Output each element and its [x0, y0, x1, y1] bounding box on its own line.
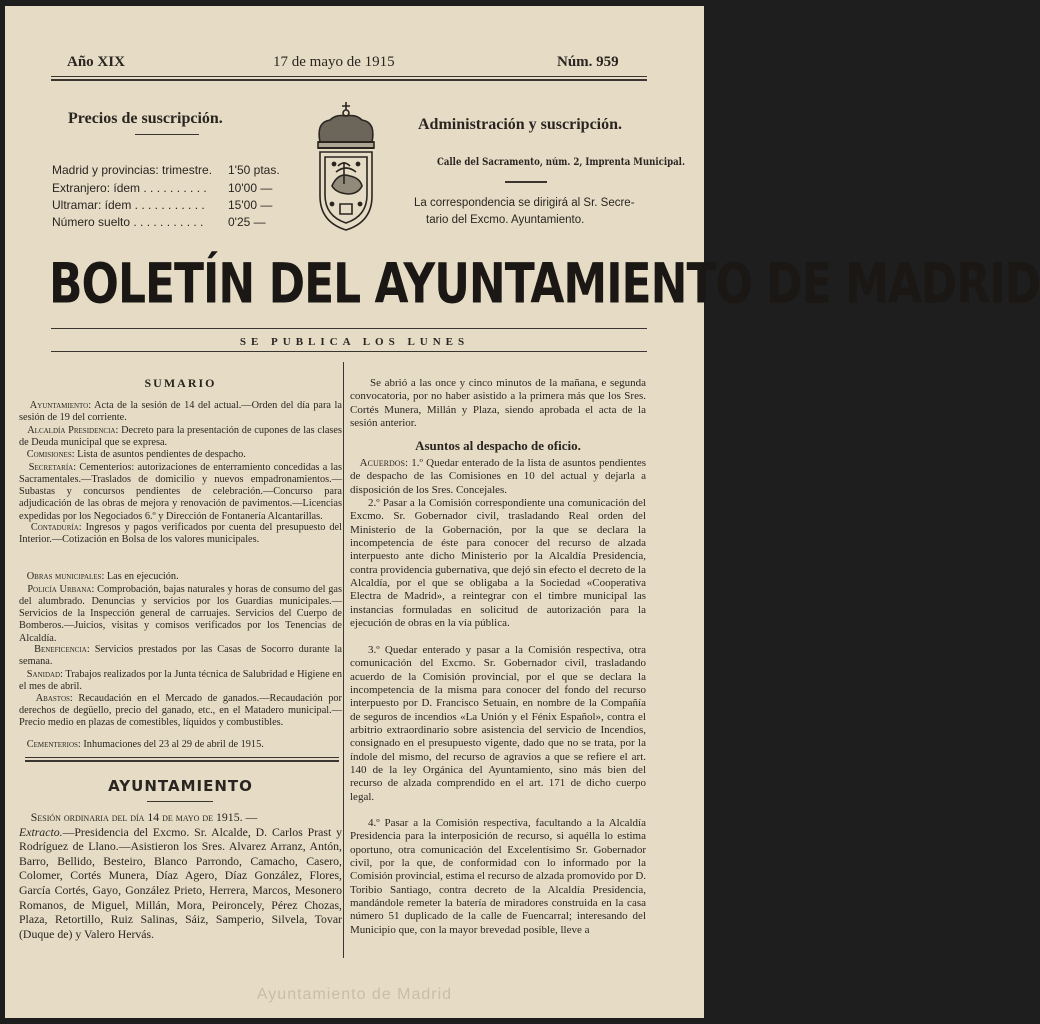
session-minutes: Sesión ordinaria del día 14 de mayo de 1915. — Extracto.—Presidencia del Excmo. Sr. Alcalde, D. Carlos Prast y Rodríguez de Llano.—Asistieron los Sres. Alvarez Arranz, Antón, Barro, Bellido, Besteiro, Blanco Parrondo, Camacho, Casero, Colomer, Cortés Munera, Díaz Agero, Díaz González, Flores, García Cortés, Gayo, González Prieto, Herrera, Marcos, Mesonero Romanos, de Miguel, Millán, Mora, Peironcely, Pérez Chozas, Plaza, Retortillo, Ruiz Salinas, Sáiz, Samperio, Silvela, Tovar (Duque de) y Valero Hervás. — [19, 810, 342, 941]
sumario-item: Abastos: Recaudación en el Mercado de ganados.—Recaudación por derechos de degüello, precio del ganado, etc., en el Matadero municipal.—Precio medio en plazas de comestibles, líquidos y combustibles. — [19, 693, 342, 729]
sumario-item: Ayuntamiento: Acta de la sesión de 14 del actual.—Orden del día para la sesión de 19 del corriente. — [19, 400, 342, 424]
agreement-3: 3.º Quedar enterado y pasar a la Comisión respectiva, otra comunicación del Excmo. Sr. Gobernador civil, trasladando acuerdo de la Comisión provincial, por el que se declara la incompetencia de la misma para conocer del fondo del recurso interpuesto por D. Francisco Setuain, en nombre de la Compañía de seguros de incendios «La Unión y el Fénix Español», contra el arbitrio extraordinario sobre asistencia del servicio de Incendios, consignado en el presupuesto vigente, dado que no se trata, por la índole del mismo, del recurso de agravios a que se refiere el art. 140 de la ley Orgánica del Ayuntamiento, sino más bien del recurso de alzada comprendido en el art. 171 de dicho cuerpo legal. — [350, 644, 646, 803]
madrid-coat-of-arms-icon — [310, 100, 382, 234]
sumario-rule-thick — [25, 760, 339, 762]
agreement-1: Acuerdos: 1.º Quedar enterado de la lista de asuntos pendientes de despacho de las Comisiones en 10 del actual y dejarla a disposición de los Sres. Concejales. — [350, 457, 646, 496]
newspaper-page: Año XIX 17 de mayo de 1915 Núm. 959 Precios de suscripción. Madrid y provincias: trimestre. 1'50 ptas. Extranjero: ídem . . . . . . . . . . 10'00 — Ultramar: ídem . . . . . . . . . . . 15'00 — Número suelto . . . . . . . . . . . 0'25 — Administración y suscripción. Calle del Sacramento, núm. 2, Imprenta Municipal. La correspondencia se dirigirá al Sr. Secre- tario del Excmo. Ayuntamiento. BOLETÍN DEL AYUNTAMIENTO DE MADRID SE PUBLICA LOS LUNES SUMARIO Ayuntamiento: Acta de la sesión de 14 del actual.—Orden del día para la sesión de 19 del corriente. Alcaldía Presidencia: Decreto para la presentación de cupones de las clases de Deuda municipal que se expresa. Comisiones: Lista de asuntos pendientes de despacho. Secretaría: Cementerios: autorizaciones de enterramiento concedidas a las Sacramentales.—Traslados de domicilio y nuevos empadronamientos.—Subastas y concursos pendientes de celebración.—Concurso para adjudicación de las obras de mejora y renovación de pavimentos.—Licencias expedidas por los Negociados 6.º y Dirección de Fontanería Alcantarillas. Contaduría: Ingresos y pagos verificados por cuenta del presupuesto del Interior.—Cotización en Bolsa de los valores municipales. Obras municipales: Las en ejecución. Policía Urbana: Comprobación, bajas naturales y horas de consumo del gas del alumbrado. Denuncias y servicios por los Guardias municipales.—Servicios de la Inspección general de carruajes. Servicios del Cuerpo de Bomberos.—Juicios, visitas y comisos verificados por los Tenencias de Alcaldía. Beneficencia: Servicios prestados por las Casas de Socorro durante la semana. Sanidad: Trabajos realizados por la Junta técnica de Salubridad e Higiene en el mes de abril. Abastos: Recaudación en el Mercado de ganados.—Recaudación por derechos de degüello, precio del ganado, etc., en el Matadero municipal.—Precio medio en plazas de comestibles, líquidos y combustibles. Cementerios: Inhumaciones del 23 al 29 de abril de 1915. AYUNTAMIENTO Sesión ordinaria del día 14 de mayo de 1915. — Extracto.—Presidencia del Excmo. Sr. Alcalde, D. Carlos Prast y Rodríguez de Llano.—Asistieron los Sres. Alvarez Arranz, Antón, Barro, Bellido, Besteiro, Blanco Parrondo, Camacho, Casero, Colomer, Cortés Munera, Díaz Agero, Díaz González, Flores, García Cortés, Gayo, González Prieto, Herrera, Marcos, Mesonero Romanos, de Miguel, Millán, Mora, Peironcely, Pérez Chozas, Plaza, Retortillo, Ruiz Salinas, Sáiz, Samperio, Silvela, Tovar (Duque de) y Valero Hervás. Se abrió a las once y cinco minutos de la mañana, e segunda convocatoria, por no haber asistido a la primera más que los Sres. Cortés Munera, Millán y Plaza, siendo aprobada el acta de la sesión anterior. Asuntos al despacho de oficio. Acuerdos: 1.º Quedar enterado de la lista de asuntos pendientes de despacho de las Comisiones en 10 del actual y dejarla a disposición de los Sres. Concejales. 2.º Pasar a la Comisión correspondiente una comunicación del Excmo. Sr. Gobernador civil, trasladando Real orden del Ministerio de la Gobernación, por la que se declara la incompetencia de éste para conocer del recurso de alzada interpuesto ante dicho Ministerio por la Alcaldía Presidencia, contra providencia gubernativa, que dejó sin efecto el decreto de la Alcaldía, por el que se obligaba a la Sociedad «Cooperativa Electra de Madrid», a reintegrar con el timbre municipal las instancias formuladas en solicitud de autorización para la ejecución de obras en la vía pública. 3.º Quedar enterado y pasar a la Comisión respectiva, otra comunicación del Excmo. Sr. Gobernador civil, trasladando acuerdo de la Comisión provincial, por el que se declara la incompetencia de la misma para conocer del fondo del recurso interpuesto por D. Francisco Setuain, en nombre de la Compañía de seguros de incendios «La Unión y el Fénix Español», contra el arbitrio extraordinario sobre asistencia del servicio de Incendios, consignado en el presupuesto vigente, dado que no se trata, por la índole del mismo, del recurso de agravios a que se refiere el art. 140 de la ley Orgánica del Ayuntamiento, sino más bien del recurso de alzada comprendido en el art. 171 de dicho cuerpo legal. 4.º Pasar a la Comisión respectiva, facultando a la Alcaldía Presidencia para la interposición de recurso, si aquélla lo estima oportuno, otra comunicación del Excelentísimo Sr. Gobernador civil, por la que, de conformidad con lo informado por la Comisión provincial, estima el recurso de alzada promovido por D. Toribio Santiago, contra decreto de la Alcaldía Presidencia, mandándole remeter la batería de miradores construida en la casa número 51 duplicado de la calle de Fuencarral; interesando del Municipio que, con la mayor brevedad posible, lleve a Ayuntamiento de Madrid — [5, 6, 704, 1018]
admin-address: Calle del Sacramento, núm. 2, Imprenta Municipal. — [437, 157, 685, 168]
sumario-item: Alcaldía Presidencia: Decreto para la presentación de cupones de las clases de Deuda municipal que se expresa. — [19, 425, 342, 449]
sumario-item: Beneficencia: Servicios prestados por las Casas de Socorro durante la semana. — [19, 644, 342, 668]
newspaper-masthead: BOLETÍN DEL AYUNTAMIENTO DE MADRID — [49, 252, 1040, 317]
publication-frequency: SE PUBLICA LOS LUNES — [239, 336, 470, 348]
admin-title: Administración y suscripción. — [418, 116, 623, 133]
agreement-2: 2.º Pasar a la Comisión correspondiente una comunicación del Excmo. Sr. Gobernador civil, trasladando Real orden del Ministerio de la Gobernación, por la que se declara la incompetencia de éste para conocer del recurso de alzada interpuesto ante dicho Ministerio por la Alcaldía Presidencia, contra providencia gubernativa, que dejó sin efecto el decreto de la Alcaldía, por el que se obligaba a la Sociedad «Cooperativa Electra de Madrid», a reintegrar con el timbre municipal las instancias formuladas en solicitud de autorización para la ejecución de obras en la vía pública. — [350, 497, 646, 630]
header-rule — [51, 76, 647, 77]
ayuntamiento-section-title: AYUNTAMIENTO — [108, 777, 253, 795]
column-divider — [343, 362, 344, 958]
session-opening: Se abrió a las once y cinco minutos de la mañana, e segunda convocatoria, por no haber asistido a la primera más que los Sres. Cortés Munera, Millán y Plaza, siendo aprobada el acta de la sesión anterior. — [350, 377, 646, 430]
sumario-item: Policía Urbana: Comprobación, bajas naturales y horas de consumo del gas del alumbrado. Denuncias y servicios por los Guardias municipales.—Servicios de la Inspección general de carruajes. Servicios del Cuerpo de Bomberos.—Juicios, visitas y comisos verificados por los Tenencias de Alcaldía. — [19, 584, 342, 644]
archive-watermark: Ayuntamiento de Madrid — [256, 986, 453, 1003]
asuntos-title: Asuntos al despacho de oficio. — [415, 438, 581, 453]
admin-divider — [505, 181, 547, 183]
sumario-item: Cementerios: Inhumaciones del 23 al 29 de abril de 1915. — [26, 739, 264, 750]
issue-date: 17 de mayo de 1915 — [273, 54, 395, 70]
agreement-4: 4.º Pasar a la Comisión respectiva, facultando a la Alcaldía Presidencia para la interposición de recurso, si aquélla lo estima oportuno, otra comunicación del Excelentísimo Sr. Gobernador civil, por la que, de conformidad con lo informado por la Comisión provincial, estima el recurso de alzada promovido por D. Toribio Santiago, contra decreto de la Alcaldía Presidencia, mandándole remeter la batería de miradores construida en la casa número 51 duplicado de la calle de Fuencarral; interesando del Municipio que, con la mayor brevedad posible, lleve a — [350, 817, 647, 936]
frequency-rule — [51, 351, 647, 352]
issue-year: Año XIX — [67, 54, 125, 70]
sumario-rule — [25, 757, 339, 758]
subscription-divider — [135, 134, 199, 135]
sumario-item: Secretaría: Cementerios: autorizaciones de enterramiento concedidas a las Sacramentales.—Traslados de domicilio y nuevos empadronamientos.—Subastas y concursos pendientes de celebración.—Concurso para adjudicación de las obras de mejora y renovación de pavimentos.—Licencias expedidas por los Negociados 6.º y Dirección de Fontanería Alcantarillas. — [19, 462, 342, 522]
subscription-title: Precios de suscripción. — [68, 110, 223, 127]
sumario-item: Contaduría: Ingresos y pagos verificados por cuenta del presupuesto del Interior.—Cotización en Bolsa de los valores municipales. — [19, 522, 342, 546]
admin-note-line1: La correspondencia se dirigirá al Sr. Secre- — [414, 197, 635, 209]
header-rule-thick — [51, 79, 647, 81]
sumario-title: SUMARIO — [144, 376, 217, 390]
ayuntamiento-divider — [147, 801, 213, 802]
admin-note-line2: tario del Excmo. Ayuntamiento. — [426, 214, 585, 226]
masthead-rule — [51, 328, 647, 329]
sumario-item: Sanidad: Trabajos realizados por la Junta técnica de Salubridad e Higiene en el mes de abril. — [19, 669, 342, 693]
sumario-item: Comisiones: Lista de asuntos pendientes de despacho. — [26, 449, 246, 460]
sumario-item: Obras municipales: Las en ejecución. — [26, 571, 179, 582]
issue-number: Núm. 959 — [557, 54, 619, 70]
